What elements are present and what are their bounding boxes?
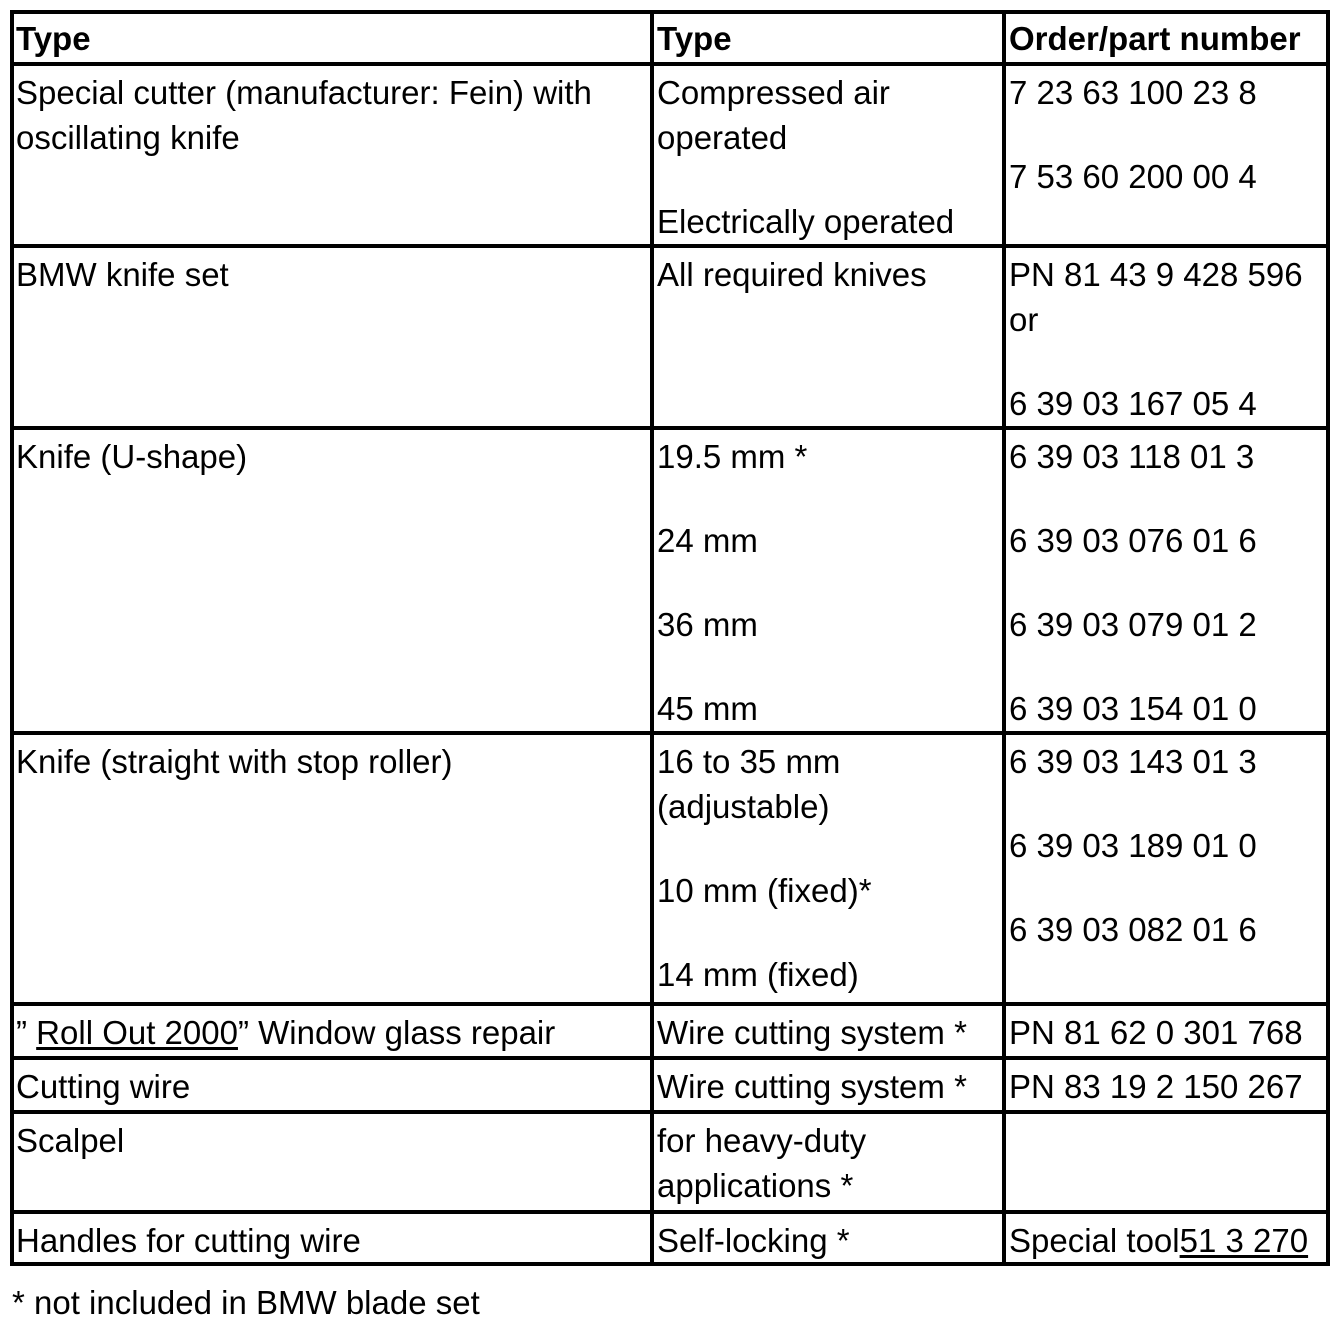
part-number: 6 39 03 079 01 2 xyxy=(1009,606,1257,643)
row-special-cutter-variant xyxy=(654,66,1002,244)
part-number: 6 39 03 189 01 0 xyxy=(1009,827,1257,864)
row-scalpel-type xyxy=(14,1114,650,1210)
table-cell-text: for heavy-duty applications * xyxy=(657,1122,867,1204)
header-type-label: Type xyxy=(16,20,91,57)
table-cell-text: BMW knife set xyxy=(16,256,229,293)
row-scalpel-variant xyxy=(654,1114,1002,1210)
header-type-detail-label: Type xyxy=(657,20,732,57)
special-tool-link[interactable]: 51 3 270 xyxy=(1179,1222,1309,1259)
table-cell-text: 45 mm xyxy=(657,690,758,727)
part-number: 7 53 60 200 00 4 xyxy=(1009,158,1257,195)
roll-out-suffix: ” Window glass repair xyxy=(237,1014,556,1051)
row-knife-set-type xyxy=(14,248,650,426)
part-number: PN 83 19 2 150 267 xyxy=(1009,1068,1303,1105)
row-roll-out-part-number xyxy=(1006,1006,1326,1056)
part-number: 6 39 03 143 01 3 xyxy=(1009,743,1257,780)
table-cell-text: Electrically operated xyxy=(657,203,955,240)
row-knife-u-shape-variant xyxy=(654,430,1002,731)
part-number: 7 23 63 100 23 8 xyxy=(1009,74,1257,111)
table-cell-text: 19.5 mm * xyxy=(657,438,808,475)
row-roll-out-type xyxy=(14,1006,650,1056)
row-knife-straight-type xyxy=(14,735,650,1002)
table-cell-text: 14 mm (fixed) xyxy=(657,956,859,993)
quote-prefix: ” xyxy=(16,1014,37,1051)
table-cell-text: Special cutter (manufacturer: Fein) with oscillating knife xyxy=(16,74,592,156)
special-tool-label: Special tool xyxy=(1009,1222,1180,1259)
row-knife-u-shape-part-number xyxy=(1006,430,1326,731)
part-number: PN 81 62 0 301 768 xyxy=(1009,1014,1303,1051)
part-number: 6 39 03 167 05 4 xyxy=(1009,385,1257,422)
row-handles-type xyxy=(14,1214,650,1262)
table-cell-text: Wire cutting system * xyxy=(657,1014,967,1051)
header-type-detail-cell xyxy=(654,14,1002,62)
row-knife-straight-part-number xyxy=(1006,735,1326,1002)
table-cell-text xyxy=(16,1010,647,1055)
table-cell-text: Knife (straight with stop roller) xyxy=(16,743,453,780)
roll-out-2000-link[interactable]: Roll Out 2000 xyxy=(36,1014,238,1051)
table-cell-text: Knife (U-shape) xyxy=(16,438,248,475)
table-cell-text: Handles for cutting wire xyxy=(16,1222,361,1259)
table-cell-text: 10 mm (fixed)* xyxy=(657,872,872,909)
table-cell-text: Compressed air operated xyxy=(657,74,890,156)
header-type-cell xyxy=(14,14,650,62)
table-cell-text: 16 to 35 mm (adjustable) xyxy=(657,743,841,825)
row-roll-out-variant xyxy=(654,1006,1002,1056)
table-cell-text: All required knives xyxy=(657,256,927,293)
table-cell-text: Cutting wire xyxy=(16,1068,191,1105)
part-number: PN 81 43 9 428 596 or xyxy=(1009,256,1303,338)
table-cell-text: Scalpel xyxy=(16,1122,125,1159)
part-number: 6 39 03 076 01 6 xyxy=(1009,522,1257,559)
table-cell-text: 36 mm xyxy=(657,606,758,643)
part-number: 6 39 03 082 01 6 xyxy=(1009,911,1257,948)
row-knife-straight-variant xyxy=(654,735,1002,1002)
footnote: * not included in BMW blade set xyxy=(12,1284,480,1321)
part-number: 6 39 03 118 01 3 xyxy=(1009,438,1255,475)
row-cutting-wire-part-number xyxy=(1006,1060,1326,1110)
row-scalpel-part-number xyxy=(1006,1114,1326,1210)
row-cutting-wire-variant xyxy=(654,1060,1002,1110)
table-cell-text: 24 mm xyxy=(657,522,758,559)
row-knife-set-part-number xyxy=(1006,248,1326,426)
row-knife-set-variant xyxy=(654,248,1002,426)
table-cell-text: Self-locking * xyxy=(657,1222,850,1259)
row-special-cutter-part-number xyxy=(1006,66,1326,244)
row-handles-part-number xyxy=(1006,1214,1326,1262)
table-cell-text: Wire cutting system * xyxy=(657,1068,967,1105)
row-handles-variant xyxy=(654,1214,1002,1262)
header-part-number-cell xyxy=(1006,14,1326,62)
row-cutting-wire-type xyxy=(14,1060,650,1110)
row-knife-u-shape-type xyxy=(14,430,650,731)
part-number: 6 39 03 154 01 0 xyxy=(1009,690,1257,727)
row-special-cutter-type xyxy=(14,66,650,244)
parts-table xyxy=(10,10,1330,1266)
header-part-number-label: Order/part number xyxy=(1009,20,1301,57)
part-number xyxy=(1009,1218,1323,1262)
